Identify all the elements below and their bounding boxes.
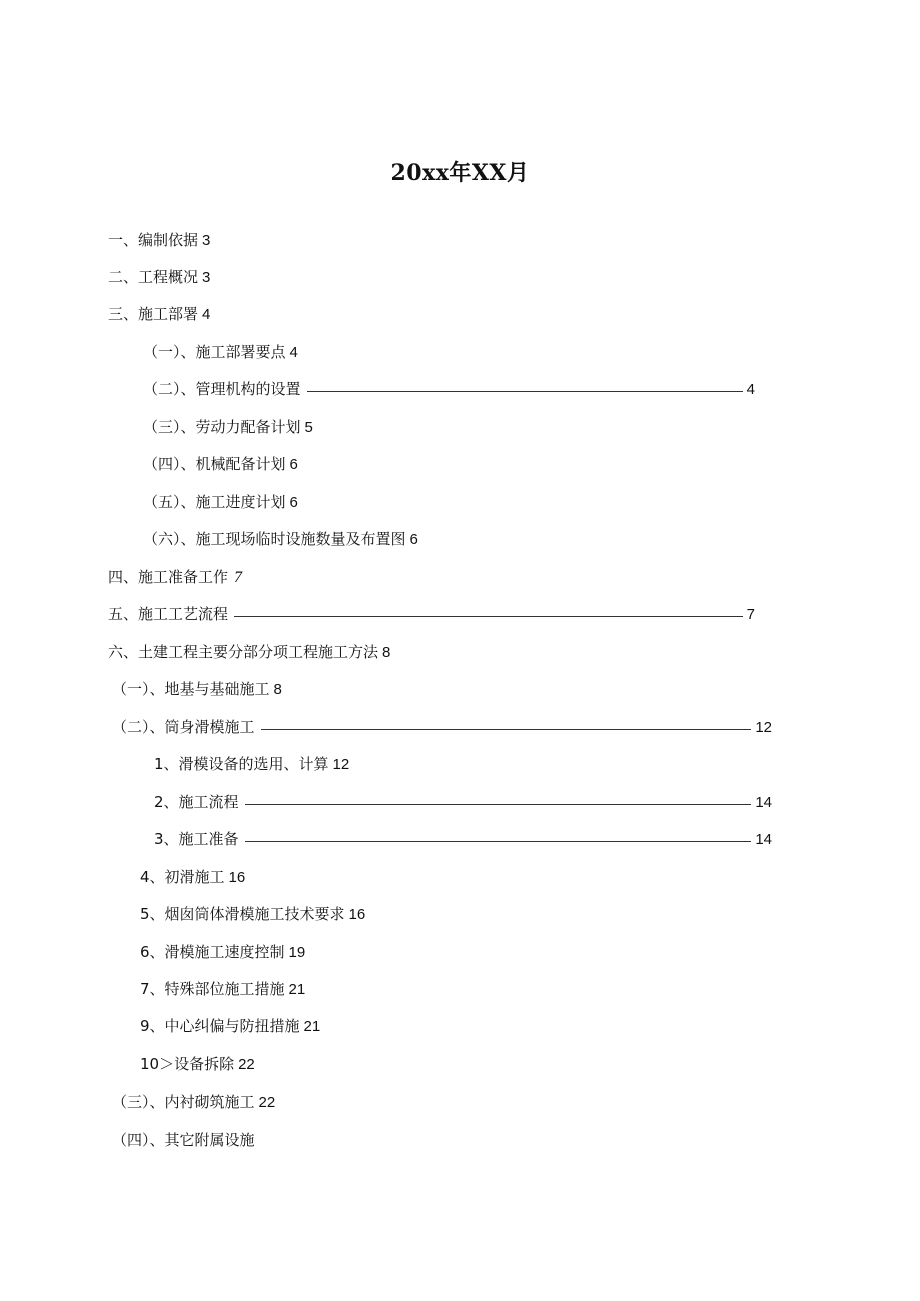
toc-entry[interactable] [140, 1052, 255, 1076]
toc-page-number: 14 [755, 794, 772, 811]
toc-entry[interactable] [140, 940, 305, 964]
toc-entry[interactable] [108, 228, 210, 252]
toc-entry-label: 二、工程概况 [108, 268, 199, 286]
toc-entry-label: 1、滑模设备的选用、计算 [154, 755, 329, 773]
toc-entry-label: 六、土建工程主要分部分项工程施工方法 [108, 643, 379, 661]
toc-page-number: 12 [332, 756, 350, 773]
toc-entry-label: （二）、管理机构的设置 [143, 380, 301, 398]
toc-entry[interactable] [108, 565, 242, 589]
toc-entry-label: 5、烟囱筒体滑模施工技术要求 [140, 905, 345, 923]
toc-entry-label: （一）、施工部署要点 [143, 343, 286, 361]
toc-entry[interactable] [112, 1090, 275, 1114]
toc-entry-label: （二）、筒身滑模施工 [112, 718, 255, 736]
toc-page-number: 16 [348, 906, 366, 923]
toc-page-number: 4 [202, 306, 211, 323]
toc-page-number: 16 [228, 869, 246, 886]
toc-page-number: 21 [303, 1018, 321, 1035]
toc-leader-line [307, 377, 743, 392]
toc-entry-label: （五）、施工进度计划 [143, 493, 286, 511]
toc-entry[interactable] [154, 827, 772, 851]
toc-entry-label: 6、滑模施工速度控制 [140, 943, 285, 961]
toc-entry[interactable] [112, 715, 772, 739]
toc-page-number: 8 [273, 681, 282, 698]
toc-entry-label: 三、施工部署 [108, 305, 199, 323]
toc-entry[interactable] [143, 340, 298, 364]
toc-page-number: 14 [755, 831, 772, 848]
toc-page-number: 19 [288, 944, 306, 961]
toc-entry-label: 一、编制依据 [108, 231, 199, 249]
toc-entry[interactable] [108, 265, 210, 289]
toc-page-number: 5 [304, 419, 313, 436]
toc-leader-line [261, 715, 752, 730]
toc-page-number: 8 [382, 644, 391, 661]
toc-entry-label: （四）、其它附属设施 [112, 1131, 255, 1149]
toc-page-number: 6 [289, 494, 298, 511]
toc-entry[interactable] [108, 640, 390, 664]
toc-entry-label: 4、初滑施工 [140, 868, 225, 886]
toc-entry[interactable] [143, 490, 298, 514]
toc-entry[interactable] [143, 527, 418, 551]
toc-entry[interactable] [140, 865, 245, 889]
toc-page-number: 6 [409, 531, 418, 548]
page-title: 20xx年XX月 [390, 160, 530, 186]
toc-leader-line [245, 827, 752, 842]
toc-page-number: 22 [238, 1056, 255, 1073]
toc-entry[interactable] [154, 752, 349, 776]
toc-page-number: 22 [258, 1094, 276, 1111]
toc-leader-line [234, 602, 743, 617]
toc-entry-label: （四）、机械配备计划 [143, 455, 286, 473]
toc-page-number: 3 [202, 232, 211, 249]
toc-entry-label: （六）、施工现场临时设施数量及布置图 [143, 530, 406, 548]
toc-entry[interactable] [112, 677, 282, 701]
toc-page-number: 4 [289, 344, 298, 361]
toc-entry[interactable] [112, 1128, 255, 1152]
toc-leader-line [245, 790, 752, 805]
toc-entry[interactable] [108, 302, 210, 326]
toc-entry[interactable] [143, 452, 298, 476]
toc-entry-label: 7、特殊部位施工措施 [140, 980, 285, 998]
toc-entry-label: 四、施工准备工作 [108, 568, 229, 586]
toc-page-number: 21 [288, 981, 306, 998]
toc-entry[interactable] [140, 1014, 320, 1038]
toc-entry-label: 五、施工工艺流程 [108, 605, 229, 623]
toc-entry[interactable] [143, 377, 755, 401]
toc-page-number: 6 [289, 456, 298, 473]
toc-page-number: 12 [755, 719, 772, 736]
toc-page-number: 3 [202, 269, 211, 286]
toc-entry-label: 10＞设备拆除 [140, 1055, 235, 1073]
toc-entry[interactable] [154, 790, 772, 814]
toc-entry-label: （三）、劳动力配备计划 [143, 418, 301, 436]
toc-entry[interactable] [108, 602, 755, 626]
toc-entry[interactable] [140, 977, 305, 1001]
toc-entry-label: （三）、内衬砌筑施工 [112, 1093, 255, 1111]
toc-entry[interactable] [143, 415, 313, 439]
toc-page-number: 7 [746, 606, 755, 623]
toc-entry-label: （一）、地基与基础施工 [112, 680, 270, 698]
toc-entry-label: 2、施工流程 [154, 793, 239, 811]
toc-entry-label: 3、施工准备 [154, 830, 239, 848]
toc-entry[interactable] [140, 902, 365, 926]
toc-page-number: 4 [746, 381, 755, 398]
toc-entry-label: 9、中心纠偏与防扭措施 [140, 1017, 300, 1035]
toc-page-number: 7 [234, 569, 243, 586]
